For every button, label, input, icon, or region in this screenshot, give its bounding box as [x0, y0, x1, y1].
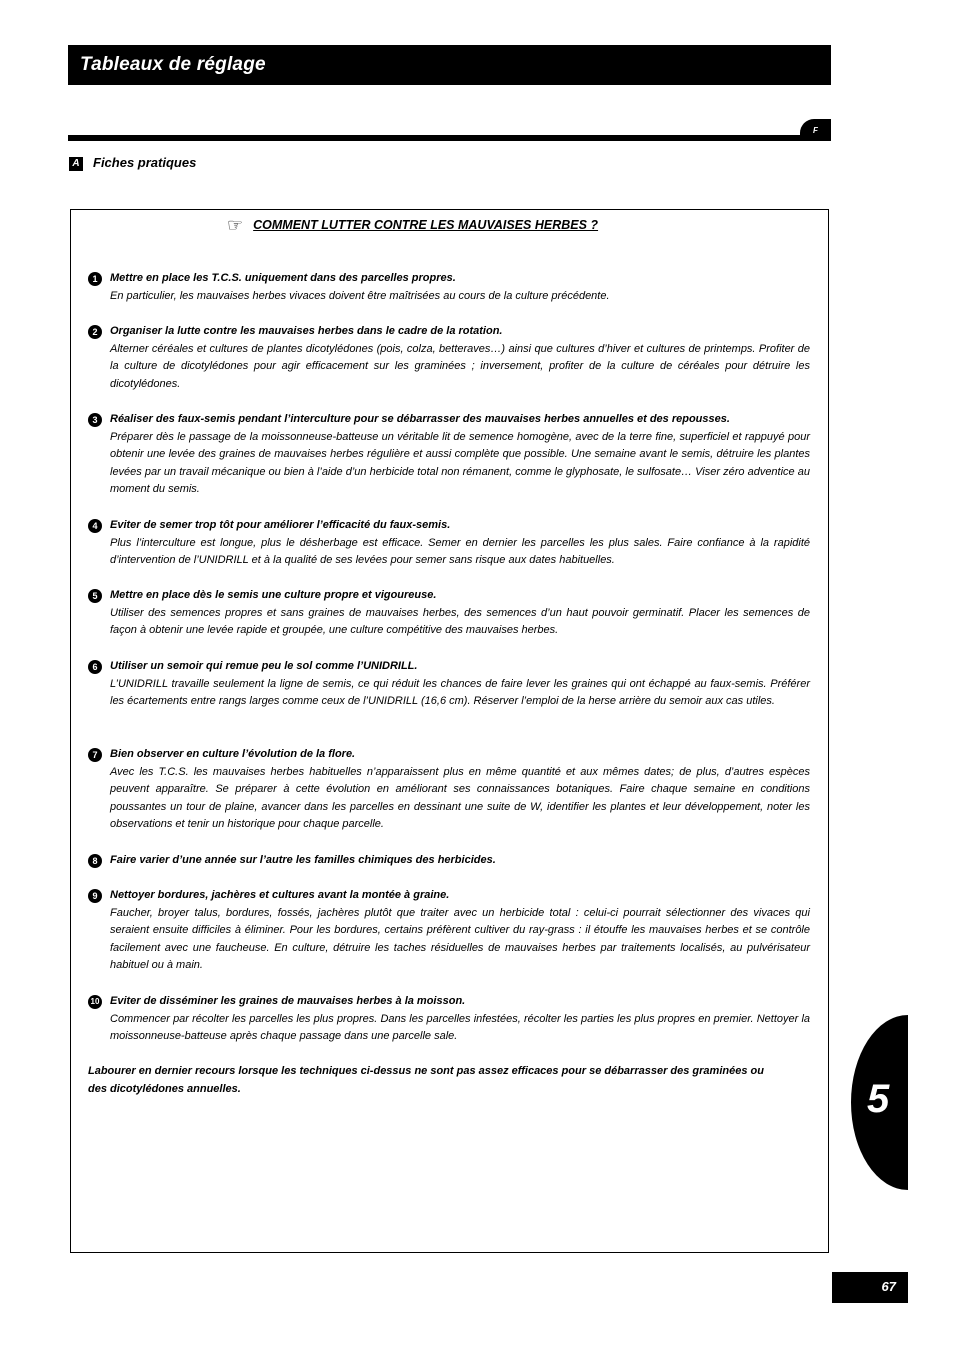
item-title: Bien observer en culture l’évolution de la flore.: [110, 748, 356, 760]
item-text: L’UNIDRILL travaille seulement la ligne de semis, ce qui réduit les chances de faire lever les graines qui ont échappé au faux-semis. Préférer les écartements entre rangs larges comme ceux de l’UNIDRILL (16,6 cm). Réserver l’emploi de la herse arrière du semoir aux cas utiles.: [110, 677, 810, 708]
item-title: Eviter de disséminer les graines de mauvaises herbes à la moisson.: [110, 995, 466, 1007]
item-number: 3: [88, 413, 102, 427]
section-marker: A: [69, 157, 83, 171]
item-title: Organiser la lutte contre les mauvaises herbes dans le cadre de la rotation.: [110, 325, 503, 337]
header-bar: [68, 45, 831, 85]
item-title: Mettre en place les T.C.S. uniquement dans des parcelles propres.: [110, 272, 456, 284]
item-number: 5: [88, 589, 102, 603]
list-item: [88, 272, 810, 305]
list-item: [88, 325, 810, 393]
item-number: 8: [88, 854, 102, 868]
header-rule: [68, 135, 813, 141]
list-item: [88, 854, 810, 870]
item-title: Eviter de semer trop tôt pour améliorer l’efficacité du faux-semis.: [110, 519, 451, 531]
page-title: Tableaux de réglage: [80, 54, 266, 75]
page-number: 67: [881, 1279, 896, 1294]
item-title: Faire varier d’une année sur l’autre les familles chimiques des herbicides.: [110, 854, 496, 866]
list-item: [88, 748, 810, 834]
content-box: [70, 209, 829, 1253]
chapter-number: 5: [867, 1077, 890, 1121]
item-text: Alterner céréales et cultures de plantes dicotylédones (pois, colza, betteraves…) ainsi que cultures d’hiver et cultures de printemps. Profiter de la culture de dicotylédones pour agir efficacement sur les graminées ; inversement, profiter de la culture de céréales pour détruire les dicotylédones.: [110, 342, 810, 390]
language-tab: F: [800, 119, 831, 141]
item-title: Utiliser un semoir qui remue peu le sol comme l’UNIDRILL.: [110, 660, 418, 672]
list-item: [88, 413, 810, 499]
item-number: 7: [88, 748, 102, 762]
list-item: [88, 995, 810, 1046]
item-text: Plus l’interculture est longue, plus le désherbage est efficace. Semer en dernier les parcelles les plus sales. Faire confiance à la rapidité d’intervention de l’UNIDRILL et à la qualité de ses levées pour semer sans risque aux dates habituelles.: [110, 536, 810, 567]
item-number: 6: [88, 660, 102, 674]
item-text: Utiliser des semences propres et sans graines de mauvaises herbes, des semences d’un haut pouvoir germinatif. Placer les semences de façon à obtenir une levée rapide et groupée, une culture compétitive des mauvaises herbes.: [110, 606, 810, 637]
list-item: [88, 589, 810, 640]
section-title: Fiches pratiques: [93, 155, 197, 170]
item-title: Mettre en place dès le semis une culture propre et vigoureuse.: [110, 589, 437, 601]
item-number: 10: [88, 995, 102, 1009]
list-item: [88, 889, 810, 975]
pointing-hand-icon: ☞: [227, 215, 244, 235]
list-item: [88, 660, 810, 711]
chapter-tab: [851, 1015, 908, 1190]
item-title: Nettoyer bordures, jachères et cultures avant la montée à graine.: [110, 889, 450, 901]
item-number: 4: [88, 519, 102, 533]
item-number: 1: [88, 272, 102, 286]
conclusion-text: Labourer en dernier recours lorsque les techniques ci-dessus ne sont pas assez efficaces pour se débarrasser des graminées ou des dicotylédones annuelles.: [88, 1065, 764, 1095]
item-text: En particulier, les mauvaises herbes vivaces doivent être maîtrisées au cours de la culture précédente.: [110, 289, 610, 302]
box-heading-text: COMMENT LUTTER CONTRE LES MAUVAISES HERBES ?: [253, 218, 599, 232]
item-text: Faucher, broyer talus, bordures, fossés, jachères plutôt que traiter avec un herbicide total : celui-ci pourrait sélectionner des vivaces qui seraient ensuite difficiles à éliminer. Pour les bordures, certains préfèrent cultiver du ray-grass : il étouffe les mauvaises herbes et se contrôle facilement avec une faucheuse. En culture, détruire les taches résiduelles de mauvaises herbes par traitements localisés, au pulvérisateur habituel ou à main.: [110, 906, 810, 972]
list-item: [88, 519, 810, 570]
page-number-box: [832, 1272, 908, 1303]
item-text: Avec les T.C.S. les mauvaises herbes habituelles n’apparaissent plus en même quantité et aux mêmes dates; de plus, d’autres espèces peuvent apparaître. Se préparer à cette évolution en améliorant ses connaissances botaniques. Faire chaque semaine en conditions poussantes un tour de plaine, avancer dans les parcelles en dessinant une suite de W, identifier les plantes et leur développement, noter les observations et tenir un historique pour chaque parcelle.: [110, 765, 810, 831]
box-heading: [227, 216, 598, 234]
item-title: Réaliser des faux-semis pendant l’interculture pour se débarrasser des mauvaises herbes annuelles et des repousses.: [110, 413, 730, 425]
item-number: 9: [88, 889, 102, 903]
item-text: Préparer dès le passage de la moissonneuse-batteuse un véritable lit de semence homogène, avec de la terre fine, superficiel et rappuyé pour obtenir une levée des graines de mauvaises herbes régulière et aussi complète que possible. Une semaine avant le semis, détruire les plantes levées par un travail mécanique ou bien à l’aide d’un herbicide total non rémanent, comme le glyphosate, le sulfosate… Viser zéro adventice au moment du semis.: [110, 430, 810, 496]
item-text: Commencer par récolter les parcelles les plus propres. Dans les parcelles infestées, récolter les parties les plus propres en premier. Nettoyer la moissonneuse-batteuse après chaque passage dans une parcelle sale.: [110, 1012, 810, 1043]
item-number: 2: [88, 325, 102, 339]
